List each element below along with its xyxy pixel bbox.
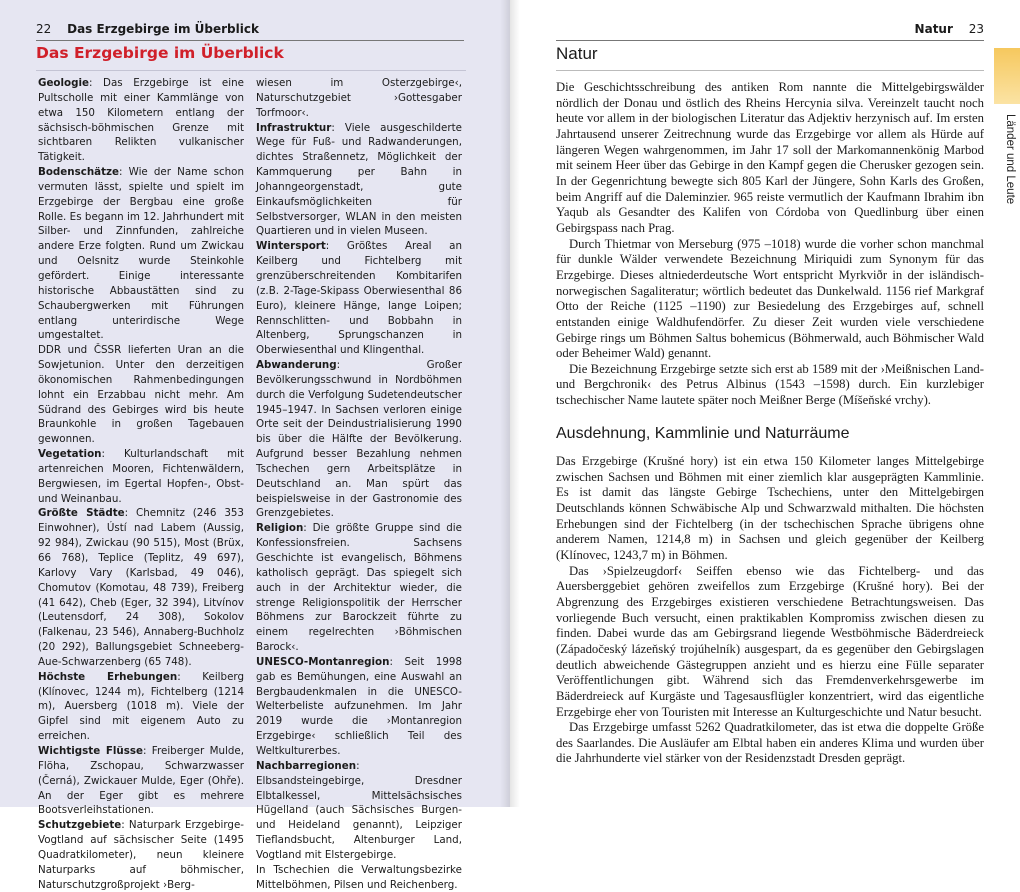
fact-term: Religion <box>256 522 304 535</box>
right-page <box>510 0 1020 807</box>
fact-text: : Viele ausgeschilderte Wege für Fuß- und Radwanderungen, dichtes Straßennetz, Möglichkeit der Kammquerung per Bahn in Johanngeorgenstadt, gute Einkaufsmöglichkeiten für Selbstversorger, WLAN in den meisten Quartieren und in vielen Museen. <box>256 121 462 238</box>
running-head-right <box>556 22 984 41</box>
running-head-left <box>36 22 464 41</box>
fact-text: : Das Erzgebirge ist eine Pultscholle mit einer Kammlänge von etwa 150 Kilometern entlang der sächsisch-böhmischen Grenze mit sichtbaren Relikten vulkanischer Tätigkeit. <box>38 77 244 164</box>
fact-entry <box>38 76 244 165</box>
fact-term: Abwanderung <box>256 359 337 372</box>
fact-term: Schutzgebiete <box>38 819 122 832</box>
fact-term: UNESCO-Montanregion <box>256 655 390 668</box>
fact-term: Wichtigste Flüsse <box>38 744 143 757</box>
fact-entry <box>256 863 462 892</box>
fact-text: : Naturpark Erzgebirge-Vogtland auf sächsischer Seite (1495 Quadratkilometer), neun kleinere Naturparks auf böhmischer, Naturschutzgroßprojekt ›Berg- <box>38 819 244 891</box>
fact-term: Geologie <box>38 77 89 89</box>
fact-entry <box>38 744 244 818</box>
chapter-tab-marker <box>994 48 1020 104</box>
fact-entry <box>38 343 244 447</box>
fact-entry <box>256 358 462 521</box>
fact-column-2 <box>256 76 462 892</box>
fact-entry <box>38 165 244 343</box>
fact-entry <box>38 818 244 892</box>
fact-text: : Chemnitz (246 353 Einwohner), Ústí nad Labem (Aussig, 92 984), Zwickau (90 515), Most (Brüx, 66 768), Teplice (Teplitz, 49 697), Karlovy Vary (Karlsbad, 49 046), Chomutov (Komotau, 48 739), Freiberg (41 642), Cheb (Eger, 32 394), Litvínov (Leutensdorf, 24 308), Sokolov (Falkenau, 23 546), Annaberg-Buchholz (20 292), Ballungsgebiet Schneeberg-Aue-Schwarzenberg (65 748). <box>38 507 244 668</box>
fact-text: : Großer Bevölkerungsschwund in Nordböhmen durch die Verfolgung Sudetendeutscher 1945–1947. In Sachsen verloren einige Orte seit der Deindustrialisierung 1990 bis über die Hälfte der Bevölkerung. Aufgrund besser Bezahlung nehmen Tschechen gern Arbeitsplätze in Deutschland an. Man spürt das beispielsweise in der Gastronomie des Grenzgebietes. <box>256 359 462 520</box>
body-paragraph: Das ›Spielzeugdorf‹ Seiffen ebenso wie das Fichtelberg- und das Auersberggebiet gehören zweifellos zum Erzgebirge (Krušné hory). Bei der Abgrenzung des Erzgebirges existieren verschiedene Betrachtungsweisen. Das vorliegende Buch versucht, einen praktikablen Kompromiss zwischen diesen zu finden. Dabei wurde das am Gebirgsrand liegende Westböhmische Bäderdreieck (Západočeský lázeňský trojúhelník) ausgespart, da es gegenüber den Gebirgslagen deutlich abweichende Gästegruppen anzieht und es hierzu eine Fülle separater Veröffentlichungen gibt. Während sich das Fremdenverkehrsgewerbe im Bäderdreieck auf Kurgäste und Tagesausflügler konzentriert, wird das eigentliche Erzgebirge eher von Touristen mit Interesse an Kulturgeschichte und Natur besucht. <box>556 563 984 719</box>
fact-term: Vegetation <box>38 448 102 461</box>
fact-term: Größte Städte <box>38 507 125 520</box>
fact-text: : Die größte Gruppe sind die Konfessionsfreien. Sachsens Geschichte ist evangelisch, Böhmens katholisch geprägt. Das spiegelt sich auch in der Architektur wieder, die strenge Religionspolitik der Herrscher Böhmens zur Barockzeit führte zu einem regelrechten ›Böhmischen Barock‹. <box>256 522 462 654</box>
fact-term: Infrastruktur <box>256 121 332 134</box>
fact-entry <box>256 655 462 759</box>
fact-term: Bodenschätze <box>38 166 120 179</box>
fact-text: : Kulturlandschaft mit artenreichen Mooren, Fichtenwäldern, Bergwiesen, im Egertal Hopfen-, Obst- und Weinanbau. <box>38 448 244 505</box>
fact-entry <box>256 521 462 655</box>
page-number-left: 22 <box>36 22 52 36</box>
fact-term: Nachbarregionen <box>256 759 357 772</box>
fact-term: Höchste Erhebungen <box>38 670 178 683</box>
fact-entry <box>38 670 244 744</box>
ausdehnung-body <box>556 454 984 767</box>
fact-term: Wintersport <box>256 240 326 253</box>
body-paragraph: Das Erzgebirge umfasst 5262 Quadratkilometer, das ist etwa die doppelte Größe des Saarlandes. Die Ausläufer am Elbtal haben ein anderes Klima und wurden über die Jahrhunderte viel stärker von der Residenzstadt Dresden geprägt. <box>556 720 984 766</box>
fact-text: In Tschechien die Verwaltungsbezirke Mittelböhmen, Pilsen und Reichenberg. <box>256 863 462 891</box>
natur-body <box>556 80 984 409</box>
fact-text: : Wie der Name schon vermuten lässt, spielte und spielt im Erzgebirge der Bergbau eine große Rolle. Es begann im 12. Jahrhundert mit Silber- und Zinnfunden, zahlreiche andere Erze folgten. Rund um Zwickau und Oelsnitz wurde Steinkohle gefördert. Einige interessante historische Abbaustätten sind zu Schaubergwerken mit Führungen entlang unterirdische Wege umgestaltet. <box>38 166 244 342</box>
fact-entry <box>256 759 462 863</box>
body-paragraph: Die Geschichtsschreibung des antiken Rom nannte die Mittelgebirgswälder nördlich der Donau und östlich des Rheins Hercynia silva. Vereinzelt taucht noch heute vor allem in der biologischen Literatur das Adjektiv herzynisch auf. Im ersten Jahrtausend unserer Zeitrechnung wurde das Erzgebirge vor allem als Hürde auf längeren Wegen wahrgenommen, im Jahr 17 soll der Markomannenkönig Marbod mit seinem Heer über das Gebirge in den Kampf gegen die Cherusker gezogen sein. In der Gegenrichtung bewegte sich 805 Karl der Jüngere, Sohn Karls des Großen, beim Angriff auf die Daleminzier. 965 reiste vermutlich der Kaufmann Ibrahim ibn Yaqub als Gesandter des Kalifen von Córdoba von Quedlinburg über einen Gebirgspass nach Prag. <box>556 80 984 235</box>
fact-text: : Seit 1998 gab es Bemühungen, eine Auswahl an Bergbaudenkmalen in die UNESCO-Welterbeliste aufzunehmen. Im Jahr 2019 wurde die ›Montanregion Erzgebirge‹ schließlich Teil des Weltkulturerbes. <box>256 655 462 757</box>
fact-text: DDR und ČSSR lieferten Uran an die Sowjetunion. Unter den derzeitigen ökonomischen Rahmenbedingungen lohnt ein Erzabbau nicht mehr. Am Südrand des Gebirges wird bis heute Braunkohle in großen Tagebauen gewonnen. <box>38 344 244 446</box>
subheading-ausdehnung: Ausdehnung, Kammlinie und Naturräume <box>556 425 850 442</box>
fact-entry <box>256 239 462 358</box>
left-page <box>0 0 510 891</box>
fact-text: : Freiberger Mulde, Flöha, Zschopau, Schwarzwasser (Černá), Zwickauer Mulde, Eger (Ohře). An der Eger gibt es mehrere Bootsverleihstationen. <box>38 744 244 817</box>
fact-entry <box>38 447 244 506</box>
fact-column-1 <box>38 76 244 892</box>
page-title-left: Das Erzgebirge im Überblick <box>36 44 466 71</box>
chapter-tab-label: Länder und Leute <box>1004 114 1016 205</box>
body-paragraph: Die Bezeichnung Erzgebirge setzte sich erst ab 1589 mit der ›Meißnischen Land- und Bergchronik‹ des Petrus Albinus (1543 –1598) durch. Ein kurzlebiger tschechischer Name lautete später noch Meißner Berge (Míšeňské vrchy). <box>556 361 984 408</box>
fact-text: : Größtes Areal an Keilberg und Fichtelberg mit grenzüberschreitenden Kombitarifen (z.B. 2-Tage-Skipass Oberwiesenthal 86 Euro), kleinere Hänge, lange Loipen; Rennschlitten- und Bobbahn in Altenberg, Sprungschanzen in Oberwiesenthal und Klingenthal. <box>256 240 462 357</box>
fact-entry <box>256 76 462 121</box>
page-number-right: 23 <box>968 22 984 36</box>
fact-text: wiesen im Osterzgebirge‹, Naturschutzgebiet ›Gottesgaber Torfmoor‹. <box>256 77 462 119</box>
body-paragraph: Das Erzgebirge (Krušné hory) ist ein etwa 150 Kilometer langes Mittelgebirge zwischen Sachsen und Böhmen mit einer ziemlich klar ausgeprägten Kammlinie. Es ist damit das längste Gebirge Tschechiens, unter den Mittelgebirgen Deutschlands können Schwäbische Alp und Schwarzwald mithalten. Die höchsten Erhebungen sind der Fichtelberg (in der tschechischen Sprache übrigens ohne anderem Namen, 1214,8 m) in Sachsen und gleich gegenüber der Keilberg (Klínovec, 1243,7 m) in Böhmen. <box>556 454 984 562</box>
body-paragraph: Durch Thietmar von Merseburg (975 –1018) wurde die vorher schon manchmal für dunkle Wälder verwendete Bezeichnung Miriquidi zum Synonym für das Erzgebirge. Dieses altniederdeutsche Wort entspricht Myrkviðr in der isländisch-norwegischen Sagaliteratur; wörtlich bedeutet das Dunkelwald. 1156 rief Markgraf Otto der Reiche (1125 –1190) zur Besiedelung des Erzgebirges auf, schnell entstanden einige Waldhufendörfer. Zu dieser Zeit wurden viele verschiedene Gebirge rings um Böhmen Saltus bohemicus (Böhmerwald, auch Böhmischer Wald oder Beheimer Wald) genannt. <box>556 236 984 361</box>
fact-text: : Elbsandsteingebirge, Dresdner Elbtalkessel, Mittelsächsisches Hügelland (auch Sächsisches Burgen- und Heideland genannt), Leipziger Tieflandsbucht, Altenburger Land, Vogtland mit Elstergebirge. <box>256 759 462 861</box>
fact-entry <box>38 506 244 669</box>
running-head-title-left: Das Erzgebirge im Überblick <box>67 22 259 36</box>
fact-text: : Keilberg (Klínovec, 1244 m), Fichtelberg (1214 m), Auersberg (1018 m). Viele der Gipfel sind mit eigenem Auto zu erreichen. <box>38 670 245 743</box>
fact-entry <box>256 121 462 240</box>
running-head-title-right: Natur <box>914 22 953 36</box>
section-heading-natur: Natur <box>556 44 984 71</box>
